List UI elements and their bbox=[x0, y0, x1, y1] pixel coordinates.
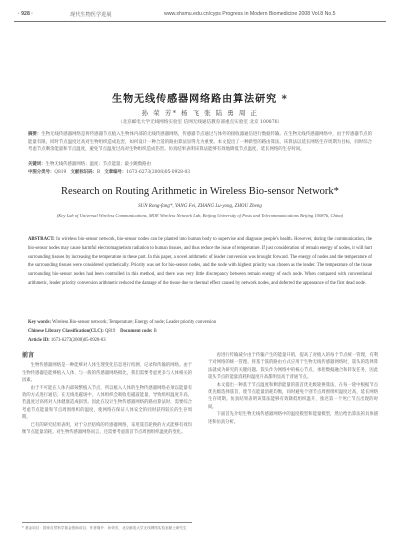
clc-en-label: Chinese Library Classification(CLC): bbox=[28, 329, 104, 334]
clc-cn-label: 中图分类号： bbox=[28, 170, 55, 175]
clc-cn-value: Q819 bbox=[54, 170, 67, 175]
running-header bbox=[14, 10, 386, 22]
body-paragraph: 已有的研究结果表明，对于分层结构的传感器网络，采用簇首轮换的方式能够有效均衡节点能量消耗。对生物传感器网络而言，还需要考虑簇首节点周围组织温度的变化。 bbox=[22, 422, 192, 436]
clc-en-value: Q819 bbox=[104, 329, 116, 334]
abstract-en-label: ABSTRACT: bbox=[28, 237, 55, 242]
keywords-en-text: Wireless Bio-sensor network; Temperature; Energy of node; Leader priority conversion bbox=[52, 320, 217, 325]
classification-cn bbox=[28, 169, 372, 177]
doc-code-en-value: B bbox=[153, 329, 157, 334]
affiliation-en: (Key Lab of Universal Wireless Communications, MOE Wireless Network Lab, Beijing University of Posts and Telecommunications Beijing 100876, China) bbox=[56, 213, 344, 218]
article-id-cn-value: 1673-6273(2008)05-0928-03 bbox=[126, 170, 191, 175]
abstract-cn-text: 生物无线传感器网络是将传感器节点植入生物体内部的无线传感器网络，传感器节点通过与体外的接收器通信进行数据传输。在生物无线传感器网络中，由于传感器节点的能量有限，同时节点温度过高对生物组织造成危害，如何设计一种合适的路由算法显得尤为重要。本文提出了一种新型的路由算法，该算法以延长网络生存周期为目标，同时综合考虑节点剩余能量和节点温度，避免节点温度过高对生物组织造成伤害。仿真结果表明该算法能够有效地降低节点温度，延长网络的生存时间。 bbox=[28, 132, 372, 153]
authors-cn: 孙 荣 芳* 杨 飞 张 陆 勇 周 正 bbox=[141, 109, 259, 117]
article-id-cn-label: 文章编号： bbox=[104, 170, 127, 175]
article-id-en bbox=[28, 338, 372, 343]
journal-name-cn: 现代生物医学进展 bbox=[70, 12, 112, 18]
keywords-en-label: Key words: bbox=[28, 320, 52, 325]
keywords-cn-text: 生物无线传感器网络；温度；节点能量；最小跳数路由 bbox=[45, 162, 151, 167]
body-paragraph: 下面首先介绍生物无线传感器网络中的温度模型和能量模型，然后给出算法的具体描述和仿真分析。 bbox=[208, 412, 378, 425]
keywords-en bbox=[28, 320, 372, 325]
body-paragraph: 生物传感器网络是一种能够对人体生理变化信息进行检测、记录和传输的网络。由于生物传感器是能够植入人体、与一般的传感器网络相比，我们需要考虑更多与人体相关的因素。 bbox=[22, 363, 192, 384]
article-id-en-value: 1673-6273(2008)05-0928-03 bbox=[50, 338, 106, 343]
abstract-en-text: In wireless bio-sensor network, bio-sensor nodes can be planted into human body to supervise and diagnose people's health. However, during the communication, the bio-sensor nodes may cause harmful electromagnetism radiation to human tissues, and thus reduce the issue of temperature. If just consideration of remain energy of nodes, it will hurt surrounding tissues by increasing the temperature in these part. In this paper, a novel arithmetic of leader conversion was brought forward. The energy of nodes and the temperature of the surrounding tissues were considered synthetically. Priority was set for bio-sensor nodes, and the node with highest priority was chosen as the leader. The temperature of the tissue surrounding bio-sensor nodes had been controlled in this method, and there was very little discrepancy between remain energy of each node. When compared with conventional arithmetic, leader priority conversion arithmetic reduced the damage of the tissue due to thermal effect caused by network nodes, and deferred the appearance of the first dead node. bbox=[28, 237, 373, 286]
doc-code-cn-value: B bbox=[96, 170, 101, 175]
abstract-cn-label: 摘要： bbox=[28, 132, 42, 137]
abstract-en bbox=[28, 236, 372, 289]
page-number: · 928 · bbox=[18, 11, 33, 17]
doc-code-en-label: Document code: bbox=[120, 329, 153, 334]
doc-code-cn-label: 文献标识码： bbox=[70, 170, 97, 175]
section-title-intro: 前言 bbox=[22, 352, 35, 359]
keywords-cn bbox=[28, 161, 372, 169]
footnote: * 基金项目：国家自然科学基金资助项目；作者简介：孙荣芳，北京邮电大学无线网络实验室硕士研究生 bbox=[22, 522, 192, 531]
authors-en: SUN Rong-fang*, YANG Fei, ZHANG Lu-yong, ZHOU Zheng bbox=[138, 204, 262, 209]
body-column-left bbox=[22, 352, 192, 436]
keywords-cn-label: 关键词： bbox=[28, 162, 46, 167]
affiliation-cn: （北京邮电大学无线网络实验室 信网无线通信教育部重点实验室 北京 100876） bbox=[117, 120, 283, 125]
paper-title-en: Research on Routing Arithmetic in Wireless Bio-sensor Network* bbox=[61, 186, 339, 197]
journal-meta: www.shsmu.edu.cn/cyps Progress in Modern Biomedicine 2008 Vol.8 No.5 bbox=[164, 11, 336, 17]
body-paragraph: 再进行传输减少由于传输产生的能量开销，提高了对植入的每个节点统一管理，有利于对网络的统一管理。将基于簇的路由方式应用于生物无线传感器网络时，簇头的选择算法就成为研究的关键问题。簇头作为网络中的核心节点，承担数据融合和转发任务，因此簇头节点的能量消耗和温度升高都明显高于普通节点。 bbox=[208, 353, 378, 381]
article-id-en-label: Article ID: bbox=[28, 338, 50, 343]
body-column-right bbox=[208, 352, 378, 426]
paper-title-cn: 生物无线传感器网络路由算法研究 * bbox=[112, 94, 288, 105]
body-paragraph: 本文提出一种基于节点温度和剩余能量的簇首优先级轮换算法，在每一轮中根据节点优先级选择簇首，使节点能量消耗均衡，同时避免个别节点周围组织温度过高，延长网络生存周期。仿真结果表明该算法能够有效降低组织温升，推迟第一个死亡节点出现的时间。 bbox=[208, 382, 378, 410]
classification-en bbox=[28, 329, 372, 334]
body-paragraph: 由于不可能在人体内部频繁植入节点，所以植入人体的生物传感器网络必须以能量有效的方式进行通信；在无线电磁场中，人体组织会吸收电磁波能量，导致组织温度升高，若温度过高将对人体健康造成损害。因此在设计生物传感器网络的路由算法时，需要综合考虑节点能量和节点周围组织的温度，使网络在保证人体安全的同时获得较长的生存周期。 bbox=[22, 385, 192, 421]
abstract-cn bbox=[28, 131, 372, 154]
